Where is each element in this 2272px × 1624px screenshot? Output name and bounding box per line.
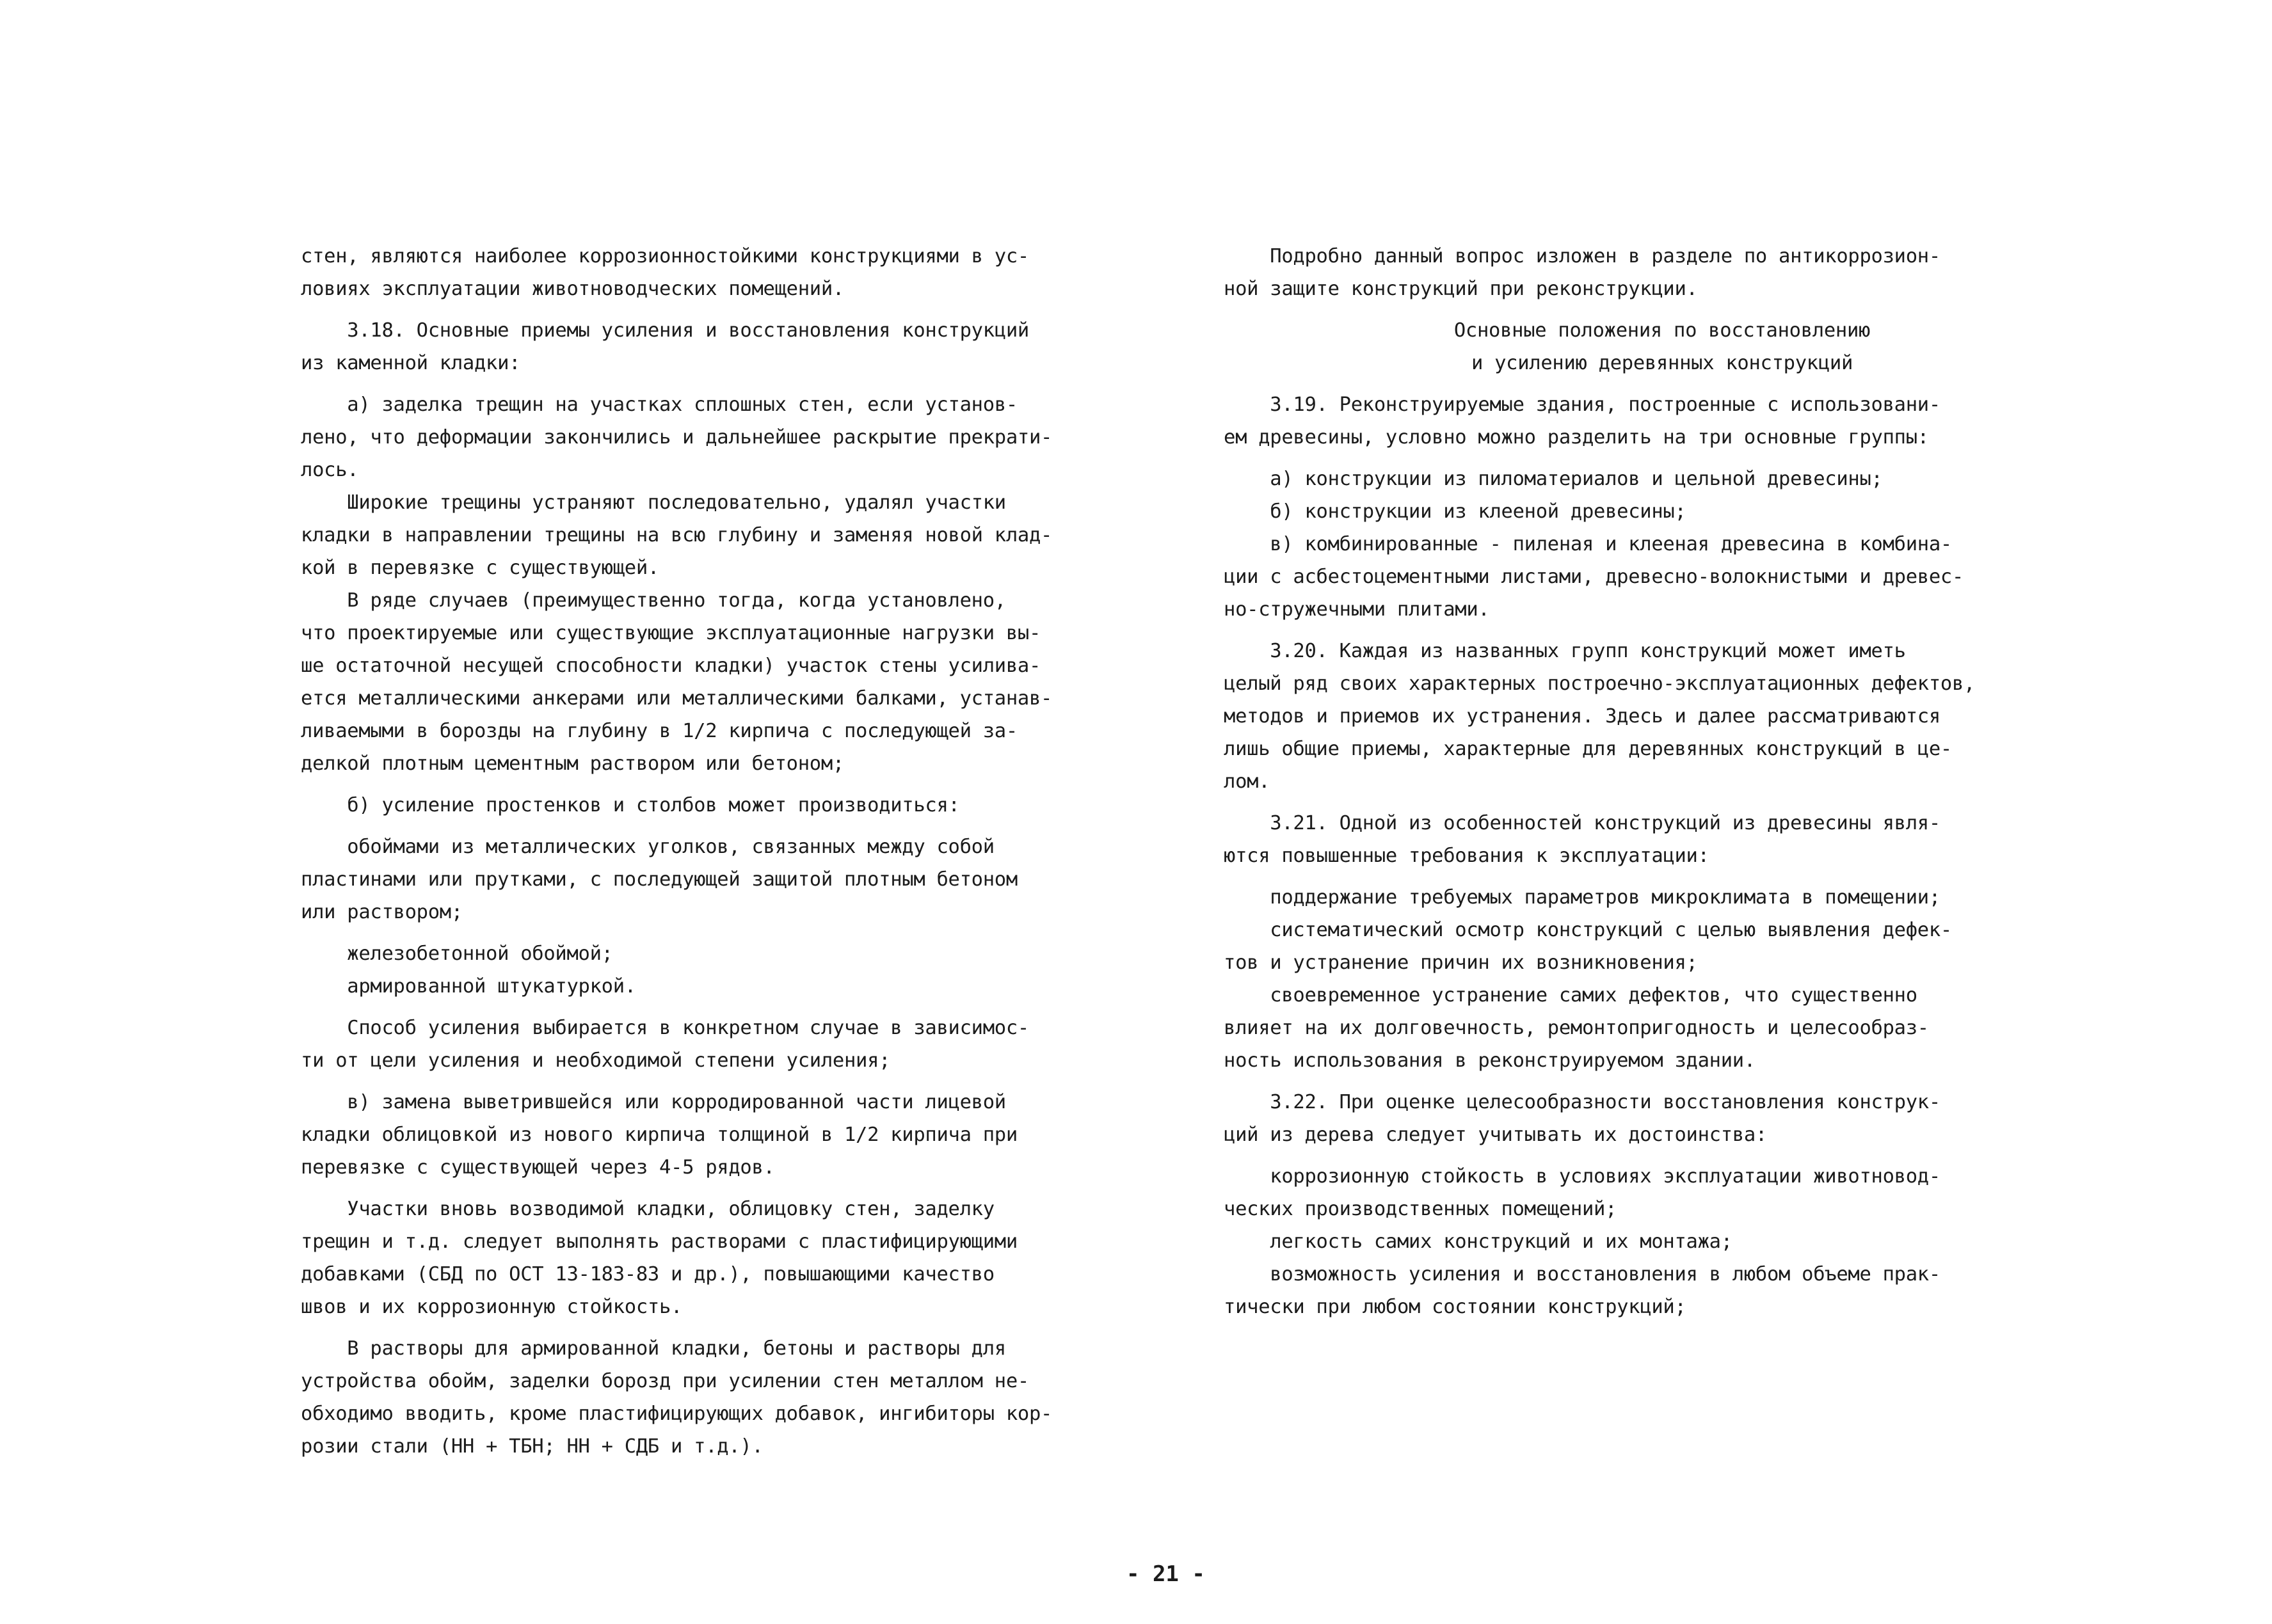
text-line: армированной штукатуркой.	[301, 975, 636, 998]
text-line: 3.21. Одной из особенностей конструкций из древесины явля-	[1224, 812, 1940, 834]
text-line: швов и их коррозионную стойкость.	[301, 1296, 683, 1318]
text-line: ловиях эксплуатации животноводческих помещений.	[301, 278, 844, 300]
text-line: В растворы для армированной кладки, бетоны и растворы для	[301, 1337, 1006, 1360]
right-column	[1224, 240, 2100, 1323]
text-line: и усилению деревянных конструкций	[1471, 352, 1853, 374]
right-column-body	[1224, 388, 2100, 1323]
text-line: в) замена выветрившейся или корродированной части лицевой	[301, 1091, 1006, 1113]
text-line: своевременное устранение самих дефектов, что существенно	[1224, 984, 1917, 1007]
intro-paragraph	[1224, 240, 2100, 305]
text-line: ции с асбестоцементными листами, древесно-волокнистыми и древес-	[1224, 566, 1964, 588]
text-line: кладки в направлении трещины на всю глубину и заменяя новой клад-	[301, 524, 1053, 546]
text-line: обходимо вводить, кроме пластифицирующих добавок, ингибиторы кор-	[301, 1403, 1053, 1425]
text-line: систематический осмотр конструкций с целью выявления дефек-	[1224, 919, 1952, 941]
text-line: Широкие трещины устраняют последовательно, удалял участки	[301, 491, 1006, 514]
text-line: в) комбинированные - пиленая и клееная древесина в комбина-	[1224, 533, 1952, 555]
text-line: пластинами или прутками, с последующей защитой плотным бетоном	[301, 868, 1018, 891]
text-line: ливаемыми в борозды на глубину в 1/2 кирпича с последующей за-	[301, 720, 1018, 742]
text-line: поддержание требуемых параметров микроклимата в помещении;	[1224, 886, 1940, 909]
text-line: добавками (СБД по ОСТ 13-183-83 и др.), повышающими качество	[301, 1263, 995, 1286]
text-line: ность использования в реконструируемом здании.	[1224, 1049, 1756, 1072]
text-line: методов и приемов их устранения. Здесь и далее рассматриваются	[1224, 705, 1940, 728]
text-line: устройства обойм, заделки борозд при усилении стен металлом не-	[301, 1370, 1029, 1392]
text-line: лишь общие приемы, характерные для деревянных конструкций в це-	[1224, 738, 1952, 760]
text-line: 3.22. При оценке целесообразности восстановления конструк-	[1224, 1091, 1940, 1113]
text-line: Участки вновь возводимой кладки, облицовку стен, заделку	[301, 1198, 995, 1220]
text-line: тов и устранение причин их возникновения;	[1224, 951, 1698, 974]
text-line: трещин и т.д. следует выполнять растворами с пластифицирующими	[301, 1230, 1018, 1253]
text-line: 3.19. Реконструируемые здания, построенные с использовани-	[1224, 394, 1940, 416]
text-line: ной защите конструкций при реконструкции.	[1224, 278, 1698, 300]
text-line: железобетонной обоймой;	[301, 943, 613, 965]
left-column	[301, 240, 1171, 1463]
text-line: лено, что деформации закончились и дальнейшее раскрытие прекрати-	[301, 426, 1053, 449]
text-line: из каменной кладки:	[301, 352, 521, 374]
text-line: лом.	[1224, 770, 1270, 793]
text-line: а) конструкции из пиломатериалов и цельной древесины;	[1224, 468, 1883, 490]
text-line: б) конструкции из клееной древесины;	[1224, 500, 1686, 523]
text-line: В ряде случаев (преимущественно тогда, когда установлено,	[301, 589, 1006, 612]
text-line: лось.	[301, 459, 359, 481]
text-line: Подробно данный вопрос изложен в разделе по антикоррозион-	[1224, 245, 1940, 267]
text-line: ти от цели усиления и необходимой степени усиления;	[301, 1049, 891, 1072]
text-line: б) усиление простенков и столбов может производиться:	[301, 794, 960, 816]
text-line: кладки облицовкой из нового кирпича толщиной в 1/2 кирпича при	[301, 1124, 1018, 1146]
text-line: стен, являются наиболее коррозионностойкими конструкциями в ус-	[301, 245, 1029, 267]
text-line: розии стали (НН + ТБН; НН + СДБ и т.д.).	[301, 1435, 764, 1458]
text-line: перевязке с существующей через 4-5 рядов.	[301, 1156, 775, 1179]
text-line: а) заделка трещин на участках сплошных стен, если установ-	[301, 394, 1018, 416]
page-number: - 21 -	[1126, 1561, 1205, 1587]
section-heading	[1224, 314, 2100, 379]
text-line: 3.18. Основные приемы усиления и восстановления конструкций	[301, 319, 1029, 342]
text-line: 3.20. Каждая из названных групп конструкций может иметь	[1224, 640, 1906, 662]
text-line: или раствором;	[301, 901, 463, 923]
text-line: влияет на их долговечность, ремонтопригодность и целесообраз-	[1224, 1017, 1929, 1039]
text-line: Основные положения по восстановлению	[1453, 319, 1871, 342]
text-line: ше остаточной несущей способности кладки) участок стены усилива-	[301, 655, 1041, 677]
text-line: легкость самих конструкций и их монтажа;	[1224, 1230, 1732, 1253]
text-line: кой в перевязке с существующей.	[301, 557, 659, 579]
text-line: делкой плотным цементным раствором или бетоном;	[301, 752, 844, 775]
text-line: ется металлическими анкерами или металлическими балками, устанав-	[301, 687, 1053, 710]
text-line: ем древесины, условно можно разделить на три основные группы:	[1224, 426, 1929, 449]
text-line: ческих производственных помещений;	[1224, 1198, 1617, 1220]
text-line: ций из дерева следует учитывать их достоинства:	[1224, 1124, 1767, 1146]
text-line: обоймами из металлических уголков, связанных между собой	[301, 836, 995, 858]
text-line: но-стружечными плитами.	[1224, 598, 1490, 621]
text-line: целый ряд своих характерных построечно-эксплуатационных дефектов,	[1224, 673, 1976, 695]
text-line: коррозионную стойкость в условиях эксплуатации животновод-	[1224, 1165, 1940, 1188]
text-line: возможность усиления и восстановления в любом объеме прак-	[1224, 1263, 1940, 1286]
text-line: ются повышенные требования к эксплуатации:	[1224, 845, 1709, 867]
text-line: что проектируемые или существующие эксплуатационные нагрузки вы-	[301, 622, 1041, 644]
text-line: тически при любом состоянии конструкций;	[1224, 1296, 1686, 1318]
text-line: Способ усиления выбирается в конкретном случае в зависимос-	[301, 1017, 1029, 1039]
